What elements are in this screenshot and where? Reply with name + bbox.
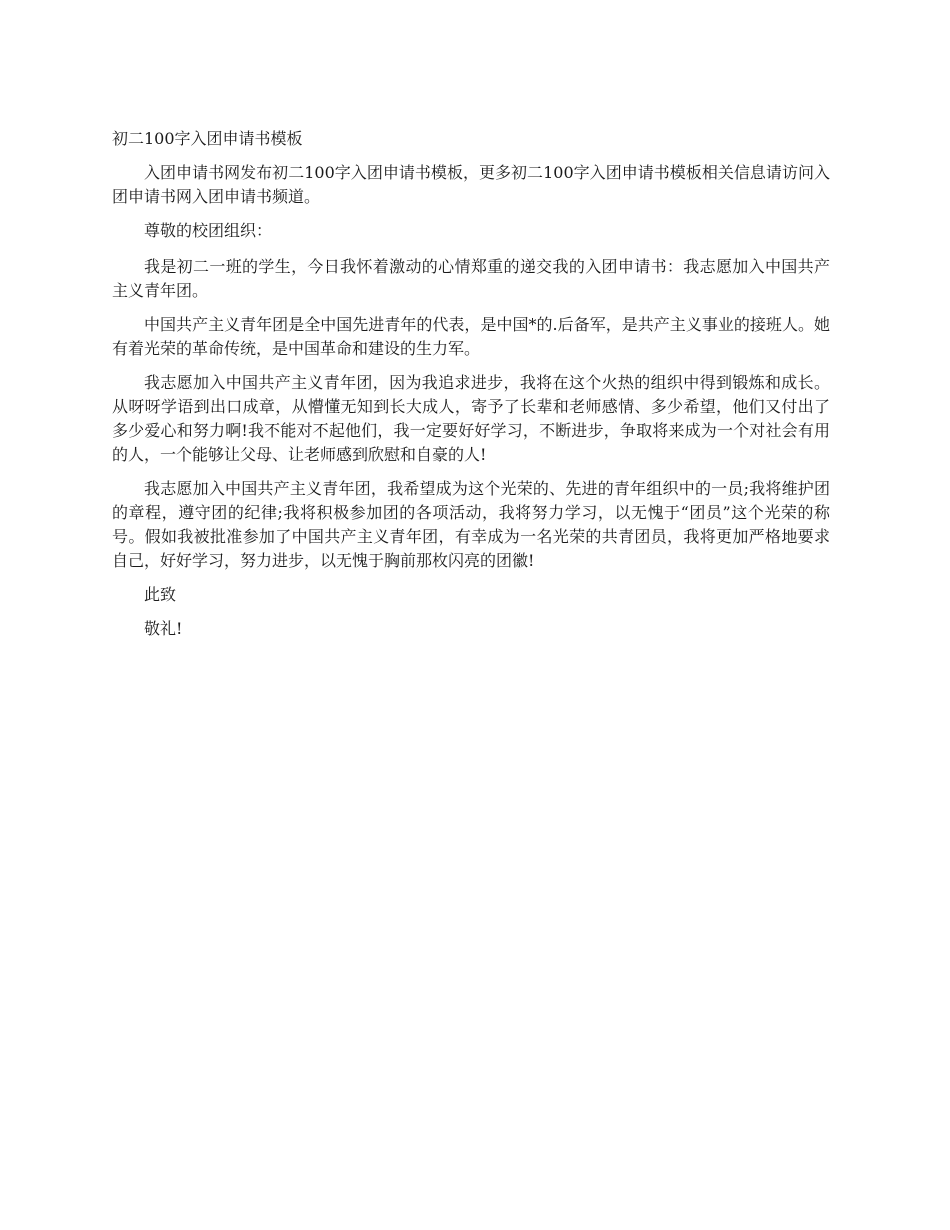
body-paragraph-1: 我是初二一班的学生，今日我怀着激动的心情郑重的递交我的入团申请书：我志愿加入中国共产主义青年团。 xyxy=(112,257,830,300)
intro-paragraph: 入团申请书网发布初二100字入团申请书模板，更多初二100字入团申请书模板相关信息请访问入团申请书网入团申请书频道。 xyxy=(112,163,830,206)
body-paragraph-3: 我志愿加入中国共产主义青年团，因为我追求进步，我将在这个火热的组织中得到锻炼和成长。从呀呀学语到出口成章，从懵懂无知到长大成人，寄予了长辈和老师感情、多少希望，他们又付出了多少爱心和努力啊!我不能对不起他们，我一定要好好学习，不断进步，争取将来成为一个对社会有用的人，一个能够让父母、让老师感到欣慰和自豪的人! xyxy=(112,373,830,464)
body-paragraph-2: 中国共产主义青年团是全中国先进青年的代表，是中国*的.后备军，是共产主义事业的接班人。她有着光荣的革命传统，是中国革命和建设的生力军。 xyxy=(112,315,830,358)
salutation: 尊敬的校团组织： xyxy=(144,221,273,240)
document-title: 初二100字入团申请书模板 xyxy=(112,129,303,148)
closing-line: 此致 xyxy=(144,585,177,604)
body-paragraph-4: 我志愿加入中国共产主义青年团，我希望成为这个光荣的、先进的青年组织中的一员;我将维护团的章程，遵守团的纪律;我将积极参加团的各项活动，我将努力学习，以无愧于“团员”这个光荣的称号。假如我被批准参加了中国共产主义青年团，有幸成为一名光荣的共青团员，我将更加严格地要求自己，好好学习，努力进步，以无愧于胸前那枚闪亮的团徽! xyxy=(112,479,830,570)
regards-line: 敬礼! xyxy=(144,619,183,638)
document-page xyxy=(112,127,830,651)
